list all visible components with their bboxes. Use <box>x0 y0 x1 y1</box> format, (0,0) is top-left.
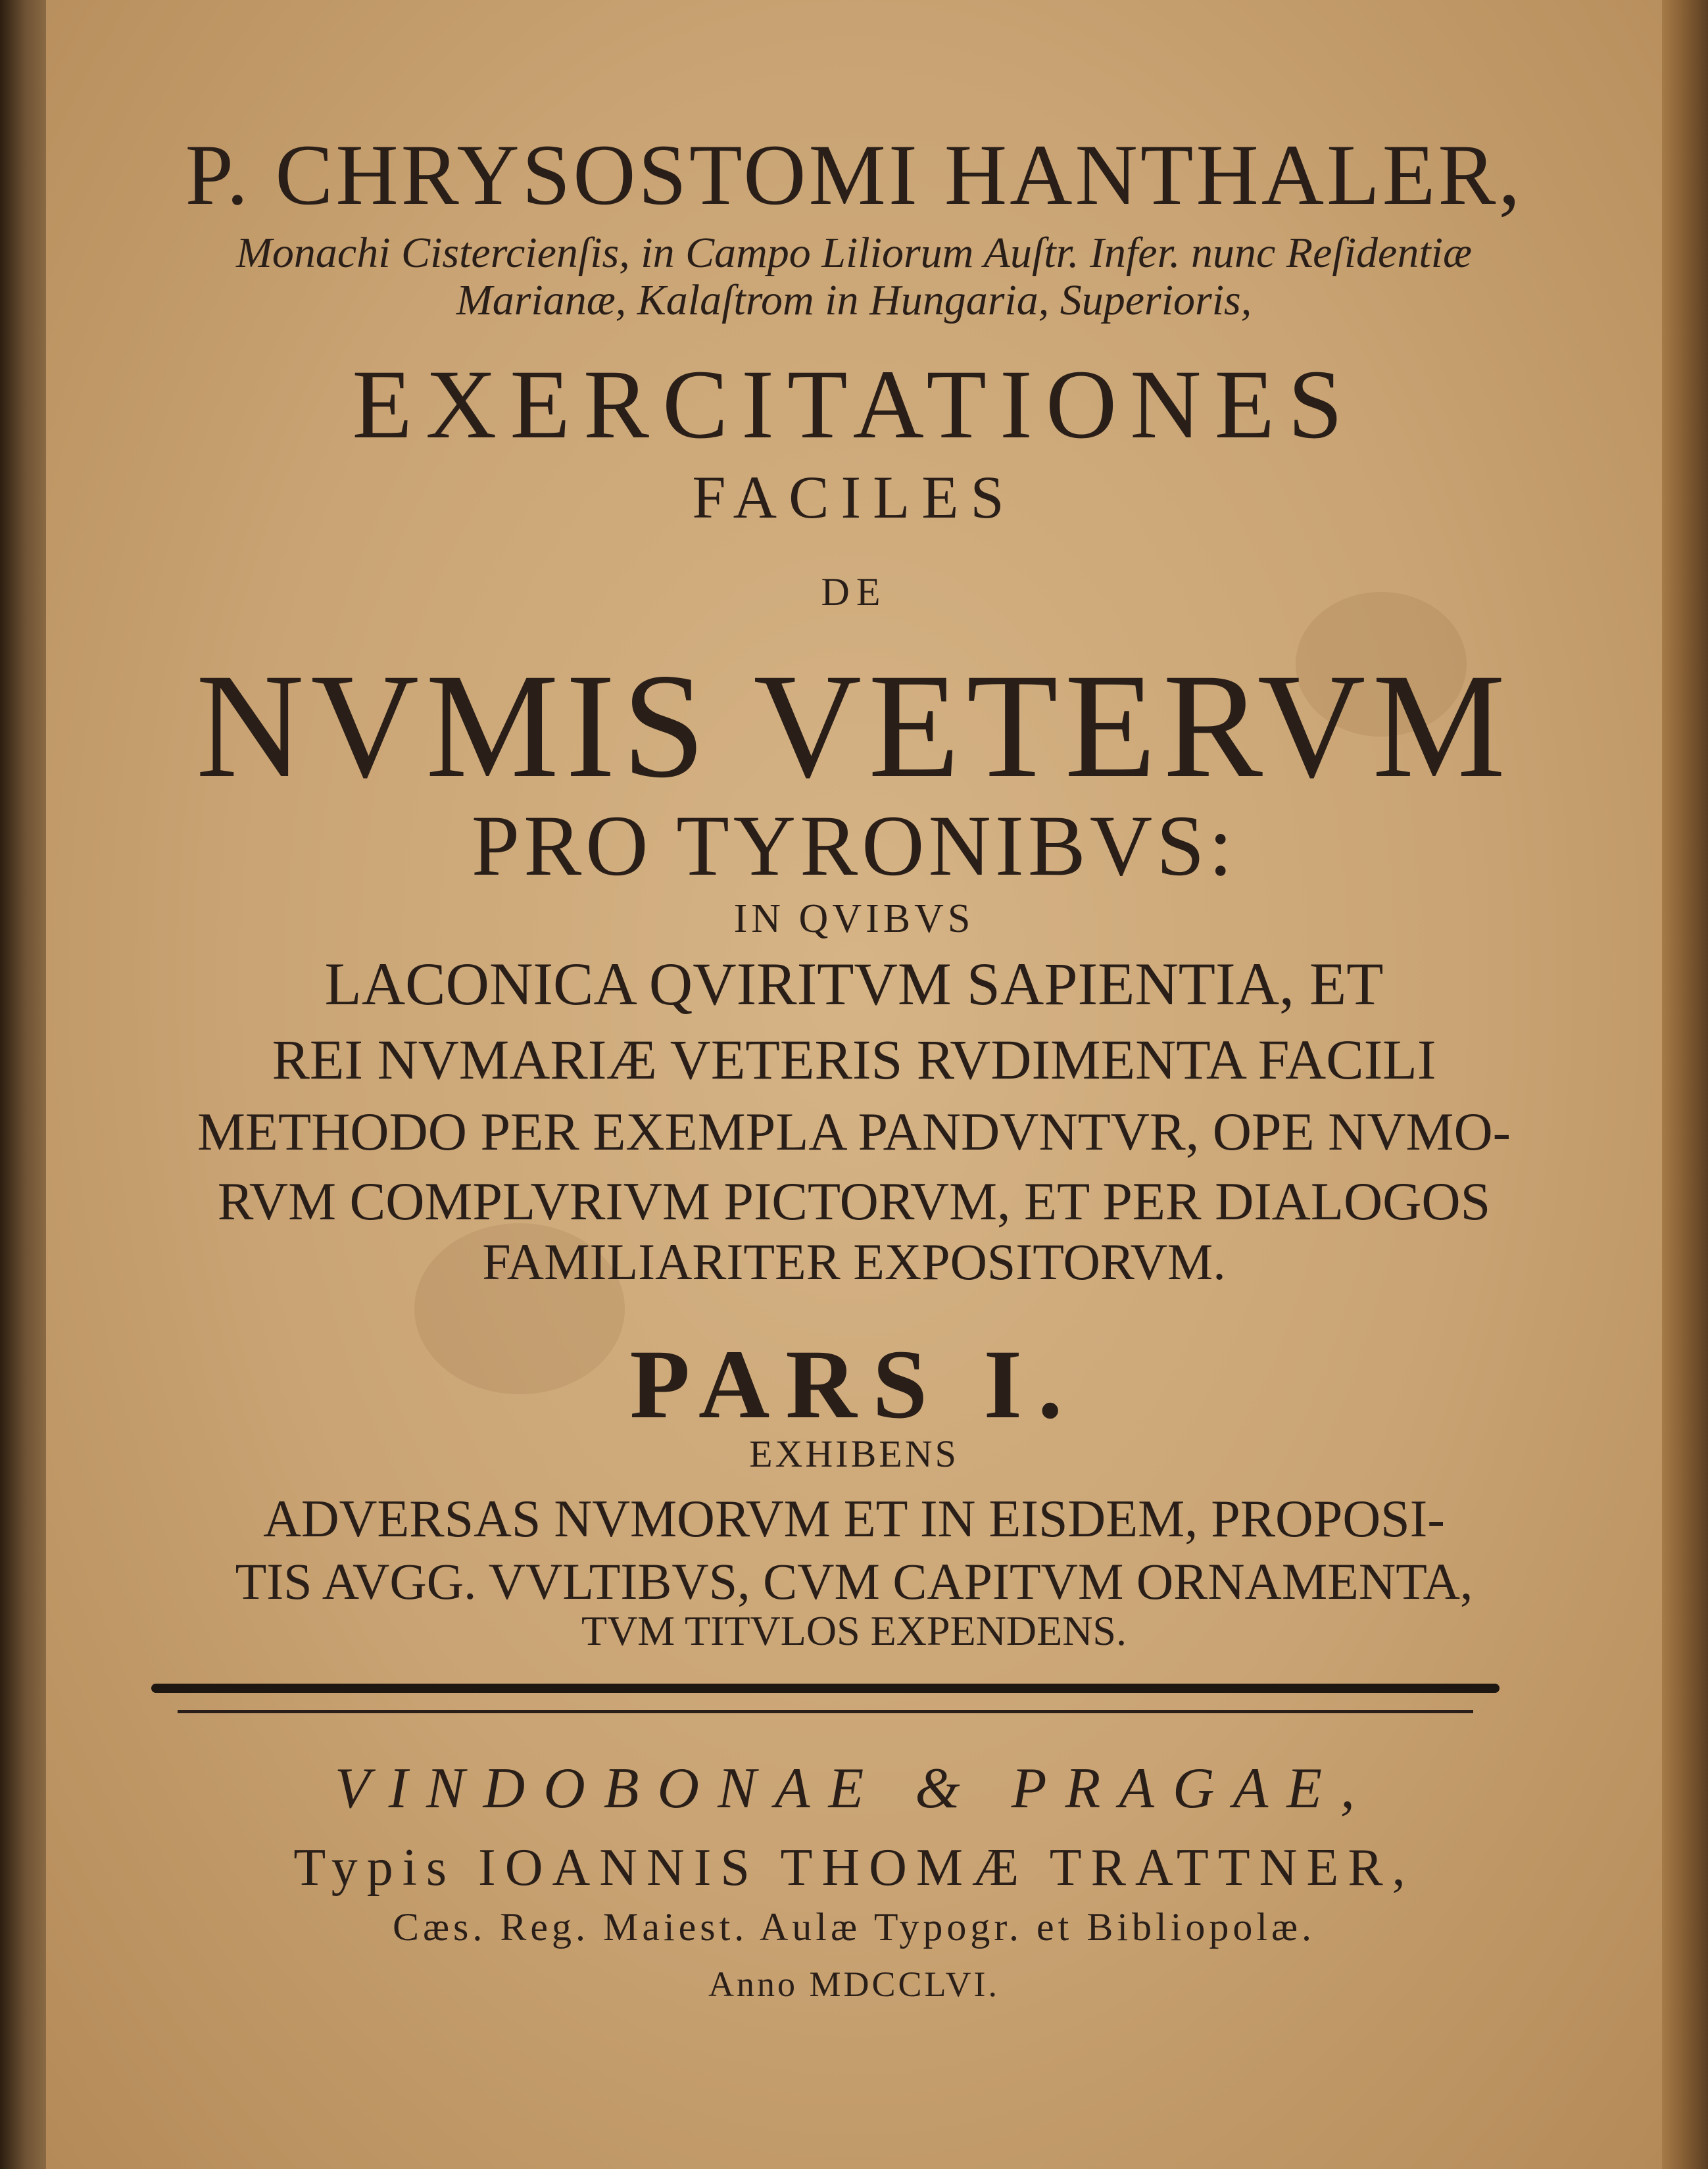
subtitle-in-quibus: IN QVIBVS <box>733 896 975 941</box>
part-description-line-2: TIS AVGG. VVLTIBVS, CVM CAPITVM ORNAMENTA, <box>235 1553 1473 1610</box>
title-pro-tyronibus: PRO TYRONIBVS: <box>471 797 1237 894</box>
description-line-3: METHODO PER EXEMPLA PANDVNTVR, OPE NVMO- <box>197 1102 1511 1161</box>
description-line-2: REI NVMARIÆ VETERIS RVDIMENTA FACILI <box>272 1028 1436 1091</box>
imprint-year: Anno MDCCLVI. <box>708 1964 1000 2004</box>
part-exhibens: EXHIBENS <box>749 1432 959 1475</box>
divider-thick <box>151 1684 1500 1693</box>
author-line: P. CHRYSOSTOMI HANTHALER, <box>185 126 1523 223</box>
description-line-5: FAMILIARITER EXPOSITORVM. <box>482 1233 1226 1290</box>
divider-thin <box>178 1710 1473 1713</box>
title-faciles: FACILES <box>692 464 1016 531</box>
part-description-line-3: TVM TITVLOS EXPENDENS. <box>581 1607 1127 1654</box>
title-exercitationes: EXERCITATIONES <box>352 350 1356 459</box>
imprint-place: VINDOBONAE & PRAGAE, <box>334 1757 1374 1820</box>
description-line-4: RVM COMPLVRIVM PICTORVM, ET PER DIALOGOS <box>217 1171 1491 1231</box>
affiliation-line-1: Monachi Cistercienſis, in Campo Liliorum Auſtr. Infer. nunc Reſidentiæ <box>235 229 1473 277</box>
part-description-line-1: ADVERSAS NVMORVM ET IN EISDEM, PROPOSI- <box>263 1490 1445 1548</box>
part-heading: PARS I. <box>629 1330 1079 1439</box>
imprint-printer-title: Cæs. Reg. Maiest. Aulæ Typogr. et Bibliopolæ. <box>392 1905 1316 1949</box>
imprint-printer: Typis IOANNIS THOMÆ TRATTNER, <box>293 1839 1415 1897</box>
title-de: DE <box>821 570 887 614</box>
title-page <box>46 0 1662 2169</box>
title-numis-veterum: NVMIS VETERVM <box>195 643 1513 809</box>
description-line-1: LACONICA QVIRITVM SAPIENTIA, ET <box>324 950 1384 1017</box>
affiliation-line-2: Marianæ, Kalaſtrom in Hungaria, Superioris, <box>456 276 1252 324</box>
page-edges <box>1662 0 1708 2169</box>
book-spine <box>0 0 46 2169</box>
